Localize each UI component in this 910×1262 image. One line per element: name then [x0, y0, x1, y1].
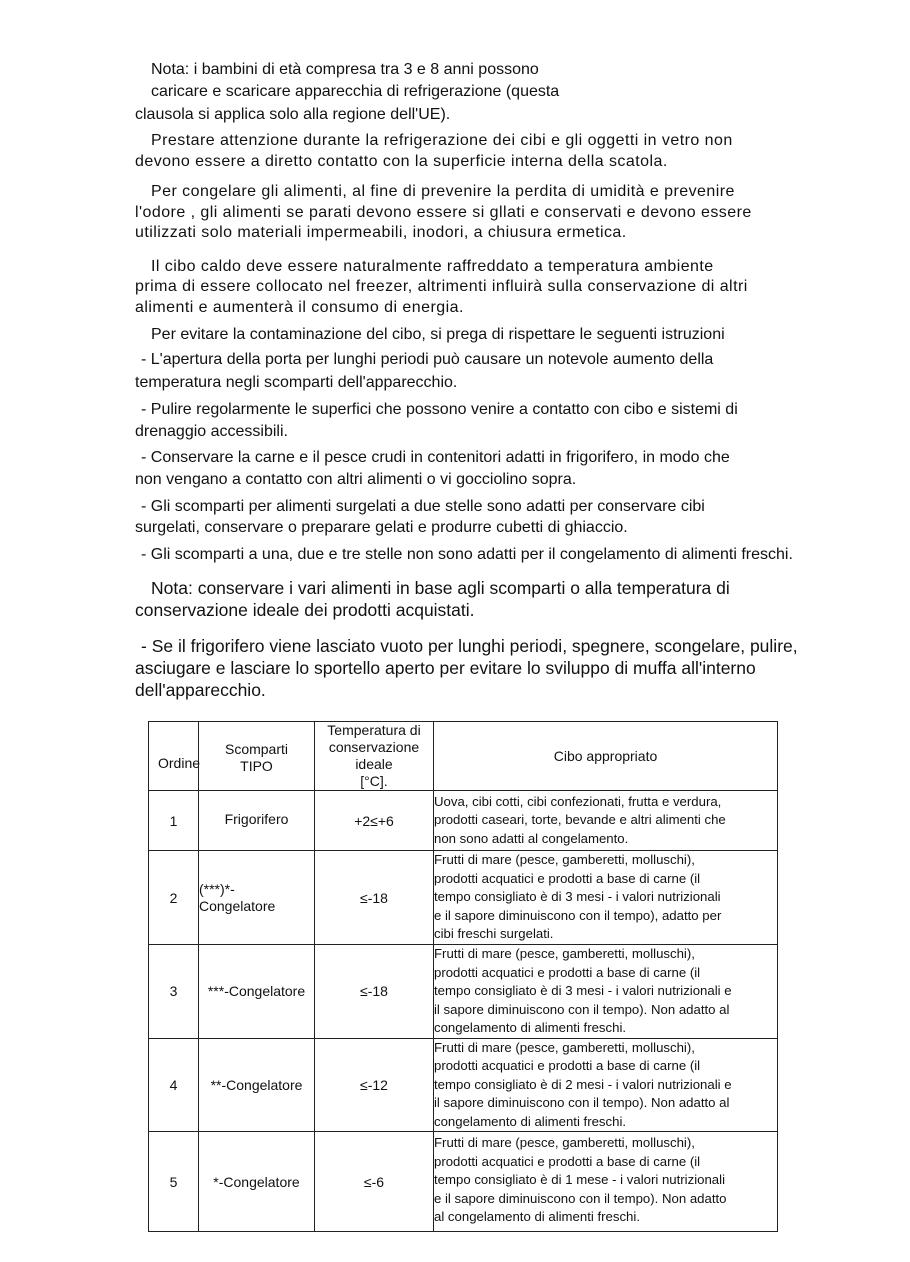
- contamination-intro: Per evitare la contaminazione del cibo, si prega di rispettare le seguenti istruzioni: [151, 326, 725, 343]
- food-line: prodotti acquatici e prodotti a base di carne (il: [434, 1153, 701, 1169]
- row-order: 1: [149, 791, 199, 851]
- row-temperature: ≤-12: [315, 1038, 434, 1132]
- row-temperature: ≤-18: [315, 945, 434, 1039]
- row-type-line-1: Frigorifero: [224, 811, 289, 827]
- food-line: Frutti di mare (pesce, gamberetti, molluschi),: [434, 1039, 695, 1055]
- food-line: al congelamento di alimenti freschi.: [434, 1209, 640, 1224]
- bullet-meat-line-1: - Conservare la carne e il pesce crudi in contenitori adatti in frigorifero, in modo che: [141, 449, 730, 466]
- row-order: 3: [149, 945, 199, 1039]
- header-type: [199, 722, 315, 791]
- row-temperature: ≤-6: [315, 1132, 434, 1232]
- storage-table: [148, 721, 778, 1232]
- row-type-line-1: ***-Congelatore: [207, 983, 306, 1000]
- freezing-line-2: l'odore , gli alimenti se parati devono essere si gllati e conservati e devono essere: [135, 204, 752, 221]
- food-line: congelamento di alimenti freschi.: [434, 1113, 627, 1129]
- food-line: prodotti acquatici e prodotti a base di carne (il: [434, 870, 701, 886]
- row-food: [434, 1132, 778, 1232]
- food-line: Uova, cibi cotti, cibi confezionati, frutta e verdura,: [434, 793, 722, 809]
- food-line: il sapore diminuiscono con il tempo). Non adatto al: [434, 1001, 730, 1017]
- header-order: [149, 722, 199, 791]
- row-food: [434, 945, 778, 1039]
- header-order-label: Ordine: [158, 754, 201, 771]
- bullet-meat-line-2: non vengano a contatto con altri alimenti o vi gocciolino sopra.: [135, 471, 577, 488]
- table-row: [149, 1132, 778, 1232]
- empty-fridge-line-2: asciugare e lasciare lo sportello aperto per evitare lo sviluppo di muffa all'interno: [135, 658, 756, 678]
- header-type-line-1: Scomparti: [224, 741, 289, 757]
- row-order: 5: [149, 1132, 199, 1232]
- empty-fridge-line-1: - Se il frigorifero viene lasciato vuoto per lunghi periodi, spegnere, scongelare, pulire,: [141, 636, 798, 656]
- note-children-line-1: Nota: i bambini di età compresa tra 3 e 8 anni possono: [151, 61, 539, 78]
- header-type-line-2: TIPO: [240, 758, 273, 774]
- row-type: [199, 791, 315, 851]
- food-line: prodotti acquatici e prodotti a base di carne (il: [434, 1058, 701, 1073]
- header-temp-line-1: Temperatura di: [327, 722, 421, 738]
- glass-warning-line-1: Prestare attenzione durante la refrigerazione dei cibi e gli oggetti in vetro non: [151, 132, 733, 149]
- header-temperature: [315, 722, 434, 791]
- row-type-line-1: *-Congelatore: [213, 1173, 300, 1190]
- table-row: [149, 851, 778, 945]
- bullet-door-line-1: - L'apertura della porta per lunghi periodi può causare un notevole aumento della: [141, 351, 714, 368]
- note-children-line-2: caricare e scaricare apparecchia di refrigerazione (questa: [151, 83, 560, 100]
- row-temperature: ≤-18: [315, 851, 434, 945]
- row-type: [199, 1038, 315, 1132]
- food-line: tempo consigliato è di 3 mesi - i valori nutrizionali e: [434, 983, 732, 998]
- food-line: non sono adatti al congelamento.: [434, 830, 629, 846]
- header-food: [434, 722, 778, 791]
- row-food: [434, 791, 778, 851]
- note-children-line-3: clausola si applica solo alla regione dell'UE).: [135, 106, 451, 123]
- bullet-door-line-2: temperatura negli scomparti dell'apparecchio.: [135, 374, 458, 391]
- row-type: [199, 945, 315, 1039]
- food-line: tempo consigliato è di 1 mese - i valori nutrizionali: [434, 1172, 725, 1187]
- hot-food-line-2: prima di essere collocato nel freezer, altrimenti influirà sulla conservazione di altri: [135, 278, 748, 295]
- bullet-two-star-line-2: surgelati, conservare o preparare gelati e produrre cubetti di ghiaccio.: [135, 519, 628, 536]
- header-temp-line-2: conservazione ideale: [328, 739, 420, 772]
- food-line: Frutti di mare (pesce, gamberetti, molluschi),: [434, 852, 695, 868]
- food-line: prodotti acquatici e prodotti a base di carne (il: [434, 964, 701, 980]
- food-line: prodotti caseari, torte, bevande e altri alimenti che: [434, 812, 726, 828]
- food-line: cibi freschi surgelati.: [434, 926, 554, 942]
- empty-fridge-line-3: dell'apparecchio.: [135, 680, 266, 700]
- bullet-two-star-line-1: - Gli scomparti per alimenti surgelati a due stelle sono adatti per conservare cibi: [141, 498, 705, 515]
- food-line: tempo consigliato è di 2 mesi - i valori nutrizionali e: [434, 1076, 732, 1092]
- header-temp-line-3: [°C].: [360, 773, 388, 789]
- row-type-line-1: (***)*-: [199, 880, 235, 897]
- row-food: [434, 1038, 778, 1132]
- table-header-row: [149, 722, 778, 791]
- note-storage-line-2: conservazione ideale dei prodotti acquistati.: [135, 600, 475, 620]
- food-line: congelamento di alimenti freschi.: [434, 1020, 627, 1035]
- row-type-line-2: Congelatore: [199, 897, 276, 914]
- row-type: [199, 1132, 315, 1232]
- food-line: tempo consigliato è di 3 mesi - i valori nutrizionali: [434, 889, 721, 905]
- food-line: Frutti di mare (pesce, gamberetti, molluschi),: [434, 1135, 695, 1150]
- row-order: 4: [149, 1038, 199, 1132]
- food-line: e il sapore diminuiscono con il tempo), adatto per: [434, 907, 722, 923]
- food-line: il sapore diminuiscono con il tempo). Non adatto al: [434, 1095, 730, 1110]
- food-line: Frutti di mare (pesce, gamberetti, molluschi),: [434, 946, 695, 961]
- bullet-clean-line-1: - Pulire regolarmente le superfici che possono venire a contatto con cibo e sistemi di: [141, 401, 738, 418]
- table-row: [149, 791, 778, 851]
- glass-warning-line-2: devono essere a diretto contatto con la superficie interna della scatola.: [135, 153, 668, 170]
- freezing-line-1: Per congelare gli alimenti, al fine di prevenire la perdita di umidità e prevenire: [151, 183, 735, 200]
- hot-food-line-1: Il cibo caldo deve essere naturalmente raffreddato a temperatura ambiente: [151, 258, 714, 275]
- row-type-line-1: **-Congelatore: [210, 1076, 303, 1093]
- bullet-stars-line-1: - Gli scomparti a una, due e tre stelle non sono adatti per il congelamento di alimenti freschi.: [141, 546, 793, 563]
- row-type: [199, 851, 315, 945]
- food-line: e il sapore diminuiscono con il tempo). Non adatto: [434, 1190, 727, 1206]
- header-food-label: Cibo appropriato: [553, 747, 658, 764]
- bullet-clean-line-2: drenaggio accessibili.: [135, 423, 288, 440]
- table-row: [149, 1038, 778, 1132]
- hot-food-line-3: alimenti e aumenterà il consumo di energia.: [135, 299, 464, 316]
- row-order: 2: [149, 851, 199, 945]
- table-row: [149, 945, 778, 1039]
- row-temperature: +2≤+6: [315, 791, 434, 851]
- freezing-line-3: utilizzati solo materiali impermeabili, inodori, a chiusura ermetica.: [135, 224, 627, 241]
- note-storage-line-1: Nota: conservare i vari alimenti in base agli scomparti o alla temperatura di: [151, 578, 730, 598]
- row-food: [434, 851, 778, 945]
